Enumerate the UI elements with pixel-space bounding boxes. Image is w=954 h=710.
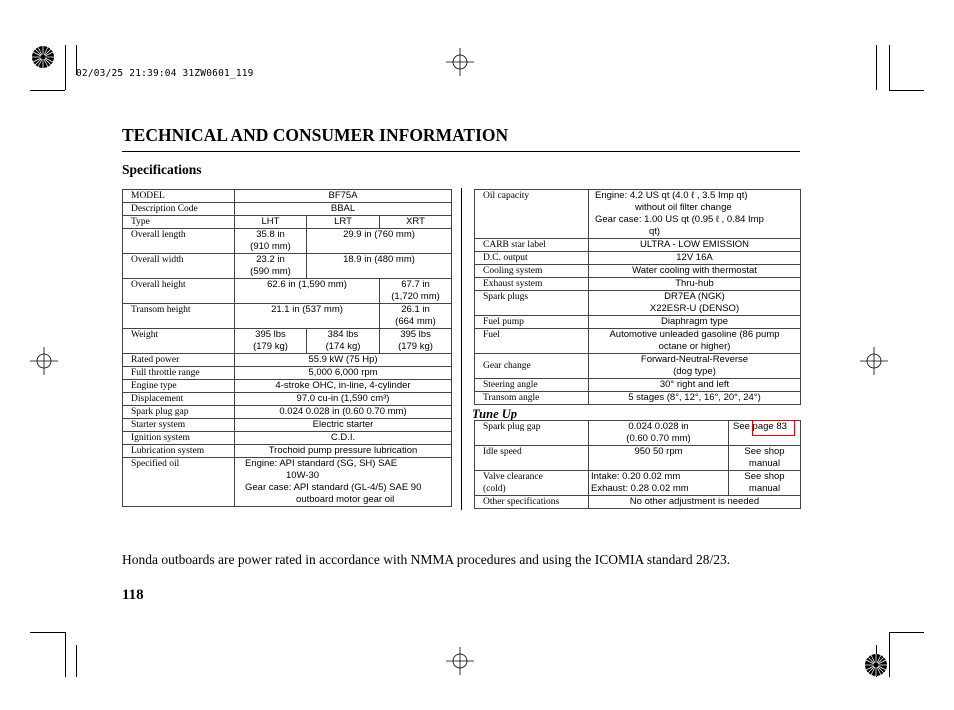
specified-oil-value — [235, 458, 452, 507]
row-label: Overall width — [123, 254, 235, 279]
ignition-system-value: C.D.I. — [235, 432, 452, 445]
table-row — [123, 329, 452, 354]
row-label: Rated power — [123, 354, 235, 367]
cooling-system-value: Water cooling with thermostat — [589, 265, 801, 278]
overall-length-lrt-xrt: 29.9 in (760 mm) — [307, 229, 452, 254]
table-row — [123, 304, 452, 329]
crop-mark — [889, 90, 924, 91]
crop-mark — [65, 45, 66, 90]
row-label: Transom angle — [475, 392, 589, 405]
other-specifications-value: No other adjustment is needed — [589, 496, 801, 509]
value-imperial: 395 lbs — [255, 329, 286, 340]
table-row — [475, 496, 801, 509]
table-row — [123, 458, 452, 507]
row-label: Full throttle range — [123, 367, 235, 380]
table-row — [123, 367, 452, 380]
overall-width-lrt-xrt: 18.9 in (480 mm) — [307, 254, 452, 279]
value-metric: (1,720 mm) — [391, 291, 440, 302]
table-row — [123, 419, 452, 432]
value-metric: (664 mm) — [395, 316, 436, 327]
table-row — [123, 432, 452, 445]
weight-lht — [235, 329, 307, 354]
gear-change-value — [589, 354, 801, 379]
lubrication-system-value: Trochoid pump pressure lubrication — [235, 445, 452, 458]
valve-clearance-cold-label: (cold) — [483, 484, 506, 494]
oil-gear-case-type: outboard motor gear oil — [296, 494, 395, 505]
gear-change-line-2: (dog type) — [673, 366, 716, 377]
crop-mark — [876, 45, 877, 90]
ref-line-1: See shop — [744, 471, 785, 482]
section-title: Specifications — [122, 162, 202, 177]
full-throttle-range-value: 5,000 6,000 rpm — [235, 367, 452, 380]
tune-up-heading: Tune Up — [472, 407, 518, 421]
overall-length-lht — [235, 229, 307, 254]
row-label: Steering angle — [475, 379, 589, 392]
dc-output-value: 12V 16A — [589, 252, 801, 265]
crop-mark — [889, 632, 890, 677]
overall-height-xrt — [380, 279, 452, 304]
value-imperial: 26.1 in — [401, 304, 430, 315]
spark-plug-gap-value: 0.024 0.028 in (0.60 0.70 mm) — [235, 406, 452, 419]
ref-line-2: manual — [748, 458, 781, 469]
row-label: Ignition system — [123, 432, 235, 445]
idle-speed-value: 950 50 rpm — [589, 446, 729, 471]
table-row — [475, 471, 801, 496]
oil-capacity-engine: Engine: 4.2 US qt (4.0 ℓ , 3.5 Imp qt) — [595, 190, 748, 201]
ref-line-2: manual — [748, 483, 781, 494]
registration-crosshair-icon — [446, 647, 474, 675]
row-label — [475, 471, 589, 496]
row-label: Spark plugs — [475, 291, 589, 316]
rated-power-value: 55.9 kW (75 Hp) — [235, 354, 452, 367]
row-label: Starter system — [123, 419, 235, 432]
weight-lrt — [307, 329, 380, 354]
overall-height-lht-lrt: 62.6 in (1,590 mm) — [235, 279, 380, 304]
row-label: CARB star label — [475, 239, 589, 252]
value-metric: (179 kg) — [398, 341, 433, 352]
gap-imperial: 0.024 0.028 in — [628, 421, 689, 432]
row-label: Cooling system — [475, 265, 589, 278]
transom-height-lht-lrt: 21.1 in (537 mm) — [235, 304, 380, 329]
carb-star-label-value: ULTRA - LOW EMISSION — [589, 239, 801, 252]
table-row — [475, 379, 801, 392]
crop-mark — [889, 45, 890, 90]
starter-system-value: Electric starter — [235, 419, 452, 432]
table-row — [475, 239, 801, 252]
column-divider — [461, 188, 462, 510]
row-label: Spark plug gap — [123, 406, 235, 419]
row-label: Weight — [123, 329, 235, 354]
row-label: Fuel pump — [475, 316, 589, 329]
fuel-line-2: octane or higher) — [658, 341, 731, 352]
row-label: Oil capacity — [475, 190, 589, 239]
transom-height-xrt — [380, 304, 452, 329]
type-lht: LHT — [235, 216, 307, 229]
registration-crosshair-icon — [446, 48, 474, 76]
crop-mark — [76, 645, 77, 677]
gear-change-line-1: Forward-Neutral-Reverse — [640, 354, 749, 365]
value-metric: (174 kg) — [325, 341, 361, 352]
oil-capacity-value — [589, 190, 801, 239]
row-label: Description Code — [123, 203, 235, 216]
steering-angle-value: 30° right and left — [589, 379, 801, 392]
row-label: Specified oil — [123, 458, 235, 507]
value-imperial: 67.7 in — [401, 279, 430, 290]
specifications-table-left — [122, 189, 452, 507]
tune-spark-plug-gap-value — [589, 421, 729, 446]
valve-clearance-ref — [729, 471, 801, 496]
spark-plug-ngk: DR7EA (NGK) — [664, 291, 725, 302]
table-row — [123, 229, 452, 254]
oil-capacity-gear-case-cont: qt) — [649, 226, 661, 237]
oil-engine-grade: 10W-30 — [286, 470, 320, 481]
valve-clearance-label: Valve clearance — [483, 472, 543, 482]
exhaust-system-value: Thru-hub — [589, 278, 801, 291]
specifications-table-right — [474, 189, 801, 405]
table-row — [475, 446, 801, 471]
registration-sunburst-icon — [863, 652, 889, 678]
table-row — [475, 252, 801, 265]
table-row — [475, 354, 801, 379]
registration-crosshair-icon — [860, 347, 888, 375]
transom-angle-value: 5 stages (8°, 12°, 16°, 20°, 24°) — [589, 392, 801, 405]
fuel-pump-value: Diaphragm type — [589, 316, 801, 329]
valve-clearance-value — [589, 471, 729, 496]
description-code-value: BBAL — [235, 203, 452, 216]
crop-mark — [30, 632, 65, 633]
title-rule — [122, 151, 800, 152]
oil-engine: Engine: API standard (SG, SH) SAE — [245, 458, 398, 469]
table-row — [123, 203, 452, 216]
table-row — [123, 406, 452, 419]
table-row — [123, 190, 452, 203]
oil-gear-case: Gear case: API standard (GL-4/5) SAE 90 — [245, 482, 422, 493]
value-imperial: 395 lbs — [400, 329, 431, 340]
table-row — [123, 254, 452, 279]
spark-plug-denso: X22ESR-U (DENSO) — [649, 303, 740, 314]
page-83-link[interactable]: page 83 — [752, 421, 787, 432]
row-label: Transom height — [123, 304, 235, 329]
highlight-box — [752, 420, 795, 436]
crop-mark — [65, 632, 66, 677]
idle-speed-ref — [729, 446, 801, 471]
registration-crosshair-icon — [30, 347, 58, 375]
table-row — [475, 190, 801, 239]
row-label: Lubrication system — [123, 445, 235, 458]
row-label: Fuel — [475, 329, 589, 354]
weight-xrt — [380, 329, 452, 354]
table-row — [123, 445, 452, 458]
row-label: Type — [123, 216, 235, 229]
value-imperial: 23.2 in — [256, 254, 285, 265]
crop-mark — [30, 90, 65, 91]
row-label: Spark plug gap — [475, 421, 589, 446]
engine-type-value: 4-stroke OHC, in-line, 4-cylinder — [235, 380, 452, 393]
ref-line-1: See shop — [744, 446, 785, 457]
table-row — [123, 393, 452, 406]
value-metric: (910 mm) — [250, 241, 291, 252]
oil-capacity-gear-case: Gear case: 1.00 US qt (0.95 ℓ , 0.84 Imp — [595, 214, 764, 225]
displacement-value: 97.0 cu-in (1,590 cm³) — [235, 393, 452, 406]
valve-exhaust: Exhaust: 0.28 0.02 mm — [591, 483, 689, 494]
spark-plugs-value — [589, 291, 801, 316]
type-lrt: LRT — [307, 216, 380, 229]
row-label: Overall length — [123, 229, 235, 254]
row-label: D.C. output — [475, 252, 589, 265]
table-row — [123, 354, 452, 367]
see-text: See — [733, 421, 753, 432]
table-row — [123, 380, 452, 393]
table-row — [475, 265, 801, 278]
row-label: MODEL — [123, 190, 235, 203]
table-row — [475, 278, 801, 291]
table-row — [475, 316, 801, 329]
print-stamp: 02/03/25 21:39:04 31ZW0601_119 — [76, 68, 254, 79]
value-imperial: 384 lbs — [327, 329, 359, 340]
crop-mark — [889, 632, 924, 633]
oil-capacity-engine-note: without oil filter change — [635, 202, 732, 213]
table-row — [123, 279, 452, 304]
gap-metric: (0.60 0.70 mm) — [626, 433, 691, 444]
table-row — [475, 291, 801, 316]
row-label: Overall height — [123, 279, 235, 304]
value-imperial: 35.8 in — [256, 229, 285, 240]
row-label: Displacement — [123, 393, 235, 406]
table-row — [123, 216, 452, 229]
fuel-value — [589, 329, 801, 354]
row-label: Exhaust system — [475, 278, 589, 291]
row-label: Other specifications — [475, 496, 589, 509]
table-row — [475, 392, 801, 405]
fuel-line-1: Automotive unleaded gasoline (86 pump — [609, 329, 780, 340]
page-title: TECHNICAL AND CONSUMER INFORMATION — [122, 125, 509, 145]
value-metric: (590 mm) — [250, 266, 291, 277]
row-label: Idle speed — [475, 446, 589, 471]
overall-width-lht — [235, 254, 307, 279]
table-row — [475, 329, 801, 354]
value-metric: (179 kg) — [253, 341, 288, 352]
valve-intake: Intake: 0.20 0.02 mm — [591, 471, 681, 482]
row-label: Gear change — [475, 354, 589, 379]
registration-sunburst-icon — [30, 44, 56, 70]
model-value: BF75A — [235, 190, 452, 203]
row-label: Engine type — [123, 380, 235, 393]
footer-note: Honda outboards are power rated in accordance with NMMA procedures and using the ICOMIA standard 28/23. — [122, 552, 731, 567]
page-number: 118 — [122, 587, 144, 603]
type-xrt: XRT — [380, 216, 452, 229]
